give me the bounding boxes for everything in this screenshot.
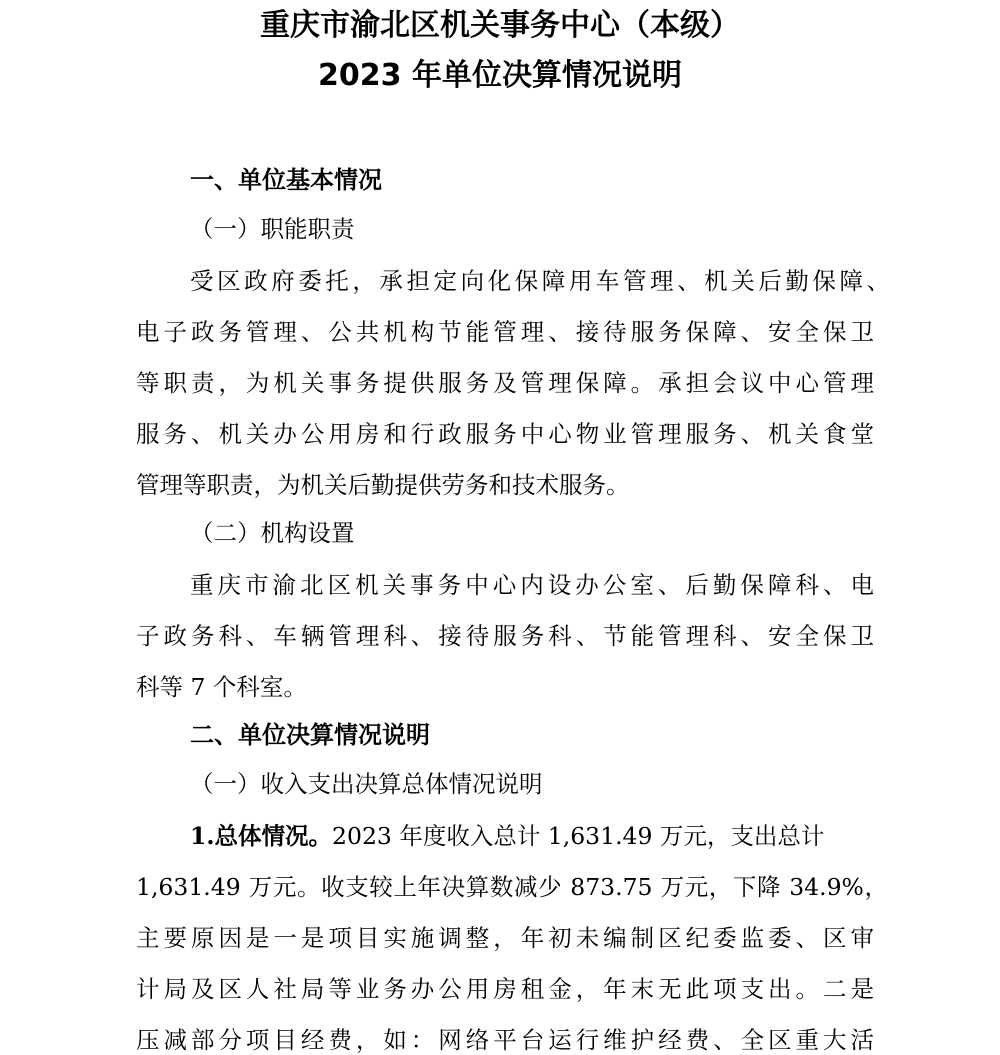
paragraph-line: 电子政务管理、公共机构节能管理、接待服务保障、安全保卫	[136, 318, 874, 346]
section-heading-basic-info: 一、单位基本情况	[190, 166, 382, 194]
paragraph-line: 科等 7 个科室。	[136, 673, 307, 701]
document-title-line2: 2023 年单位决算情况说明	[318, 58, 682, 93]
paragraph-line: 受区政府委托，承担定向化保障用车管理、机关后勤保障、	[190, 267, 890, 295]
section-heading-final-accounts: 二、单位决算情况说明	[190, 721, 430, 749]
paragraph-line: 计局及区人社局等业务办公用房租金，年末无此项支出。二是	[136, 975, 874, 1003]
paragraph-line: 主要原因是一是项目实施调整，年初未编制区纪委监委、区审	[136, 924, 874, 952]
paragraph-line: 等职责，为机关事务提供服务及管理保障。承担会议中心管理	[136, 369, 874, 397]
document-title-line1: 重庆市渝北区机关事务中心（本级）	[260, 8, 740, 43]
paragraph-line-lead	[190, 821, 824, 851]
lead-text: 2023 年度收入总计 1,631.49 万元，支出总计	[332, 822, 825, 850]
paragraph-line: 管理等职责，为机关后勤提供劳务和技术服务。	[136, 471, 630, 499]
paragraph-line: 1,631.49 万元。收支较上年决算数减少 873.75 万元，下降 34.9%，	[136, 873, 888, 901]
paragraph-line: 重庆市渝北区机关事务中心内设办公室、后勤保障科、电	[190, 571, 874, 599]
subsection-heading-income-expense: （一）收入支出决算总体情况说明	[190, 770, 543, 798]
paragraph-line: 服务、机关办公用房和行政服务中心物业管理服务、机关食堂	[136, 420, 874, 448]
paragraph-line: 压减部分项目经费，如：网络平台运行维护经费、全区重大活	[136, 1026, 874, 1054]
subsection-heading-organization: （二）机构设置	[190, 519, 355, 547]
paragraph-line: 子政务科、车辆管理科、接待服务科、节能管理科、安全保卫	[136, 622, 874, 650]
lead-label: 1.总体情况。	[190, 822, 333, 850]
subsection-heading-functions: （一）职能职责	[190, 215, 355, 243]
